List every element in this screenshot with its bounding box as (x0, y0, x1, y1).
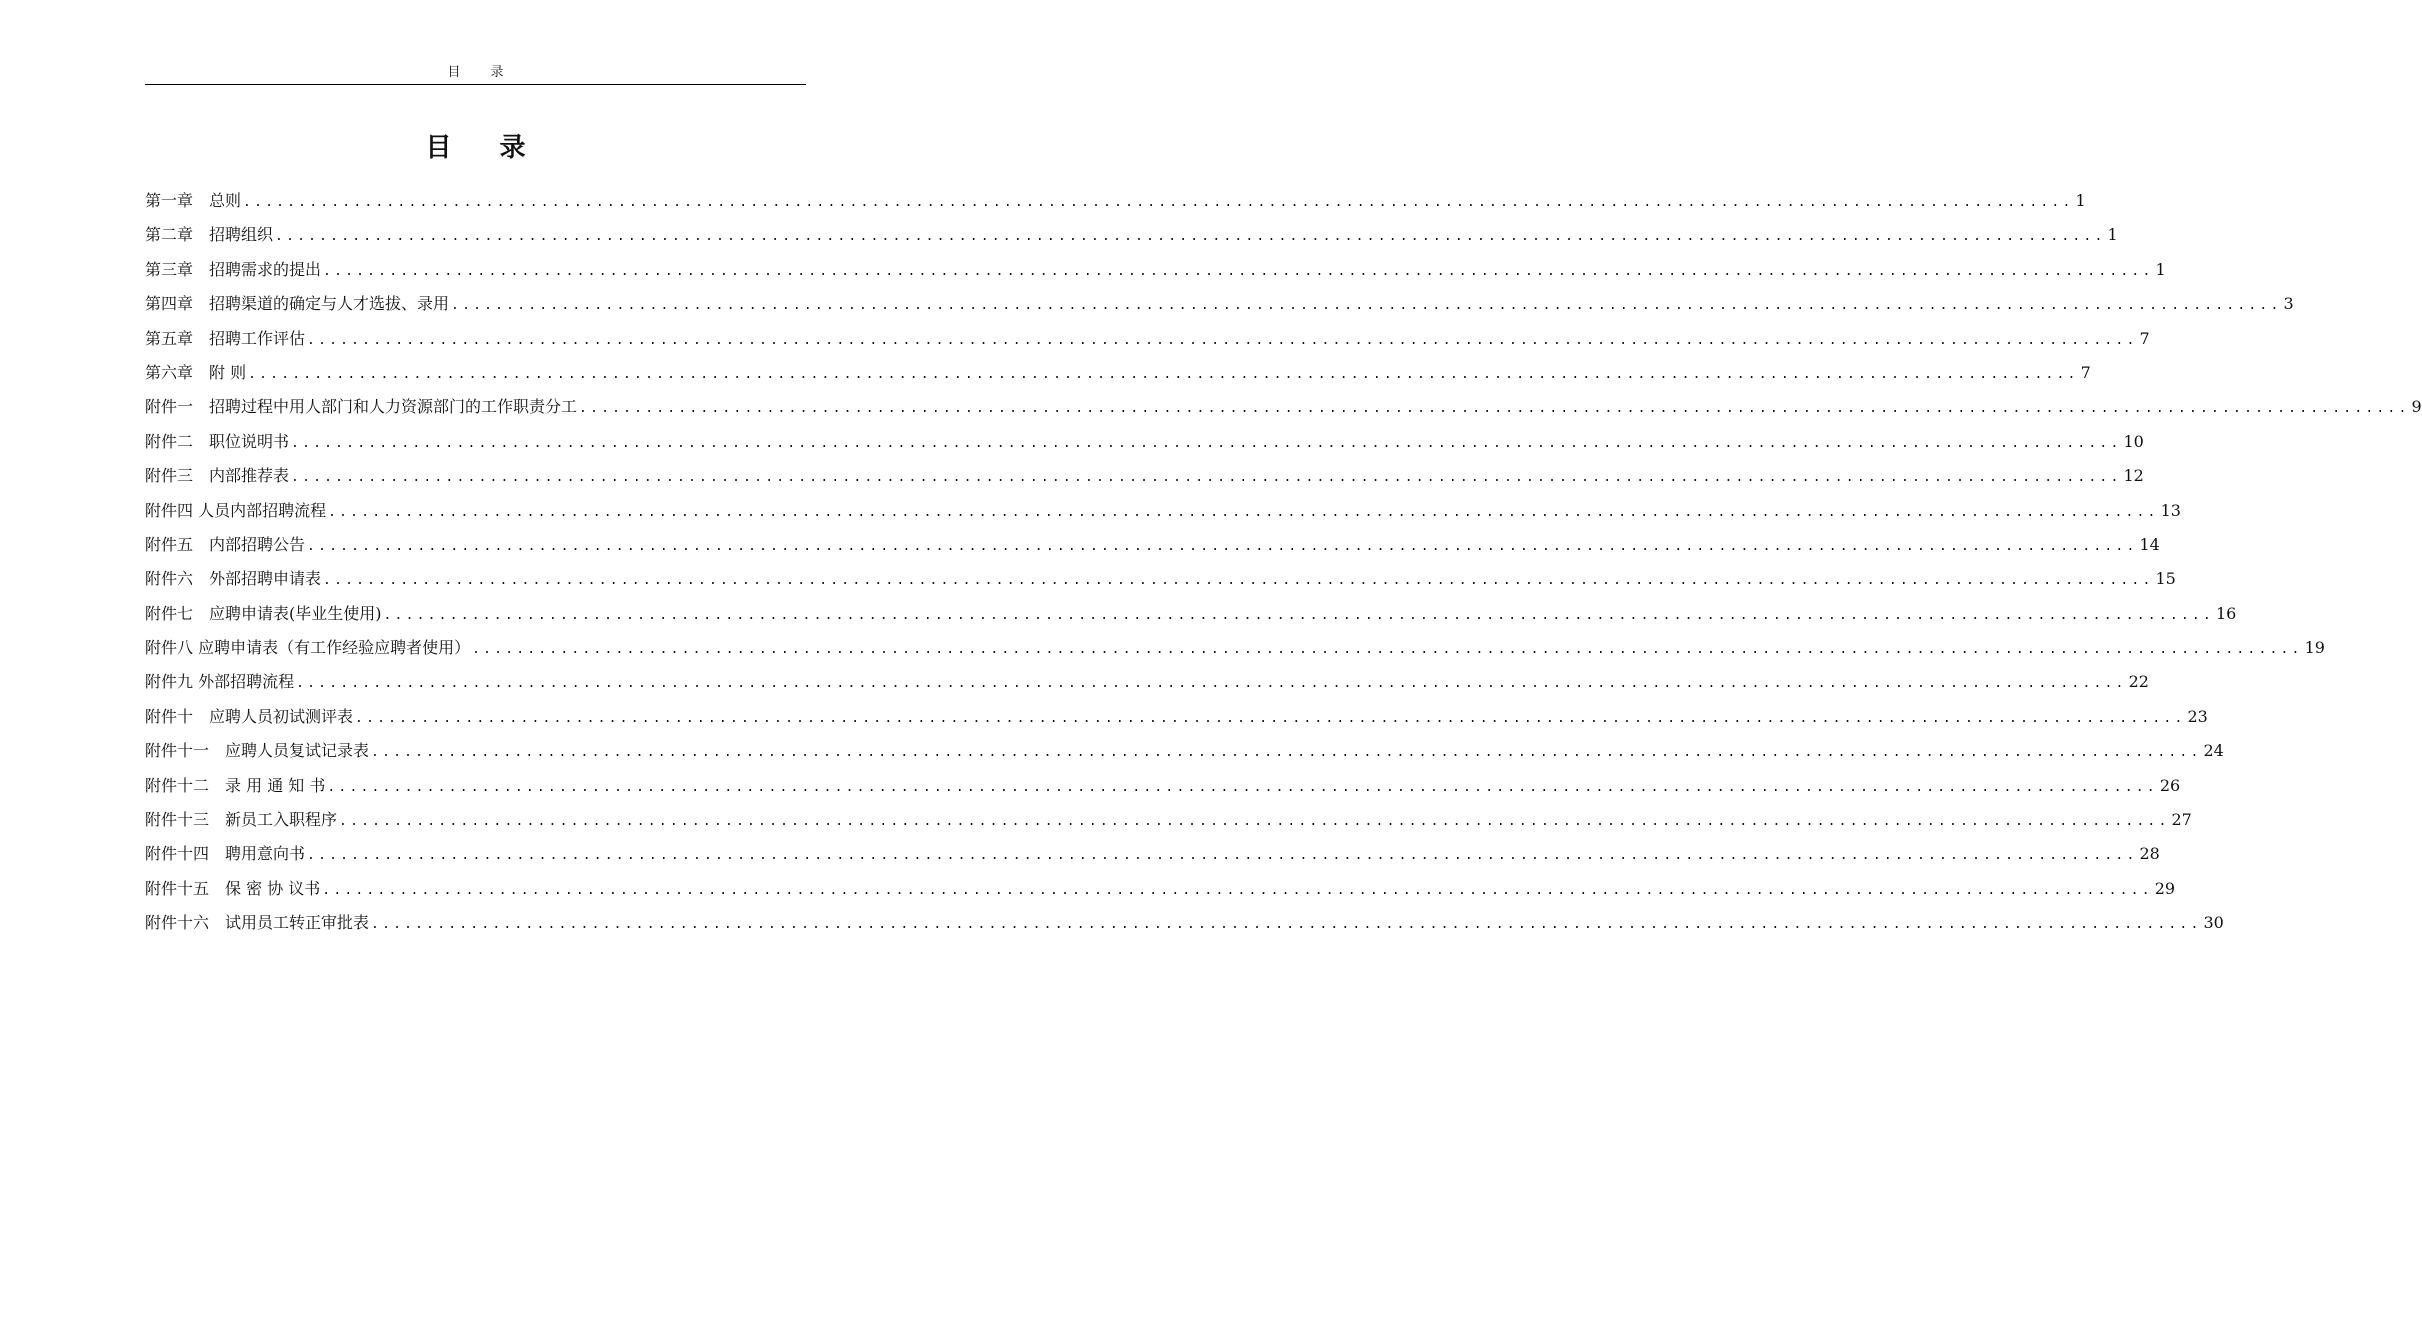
toc-dot-leader: ...................................................................................................................................................................... (339, 814, 2170, 830)
toc-entry-label: 附件九 (145, 672, 194, 692)
toc-entry-label: 附件三 (145, 466, 194, 486)
toc-entry-text: 附 则 (209, 362, 247, 382)
toc-entry-label: 第二章 (145, 225, 194, 245)
toc-entry-label: 第一章 (145, 191, 194, 210)
page-title (145, 128, 806, 168)
toc-dot-leader: ...................................................................................................................................................................... (291, 470, 2122, 486)
toc-entry[interactable] (145, 494, 2181, 528)
toc-entry-separator (209, 769, 225, 803)
toc-entry[interactable] (145, 390, 2422, 424)
toc-dot-leader: ...................................................................................................................................................................... (296, 676, 2127, 692)
toc-entry-text: 录 用 通 知 书 (225, 775, 326, 795)
toc-entry-separator (193, 356, 209, 390)
toc-entry-separator (193, 700, 209, 734)
toc-entry-page: 3 (2283, 294, 2294, 314)
toc-entry-separator (193, 562, 209, 596)
toc-dot-leader: ...................................................................................................................................................................... (307, 848, 2138, 864)
toc-dot-leader: ...................................................................................................................................................................... (327, 779, 2158, 795)
toc-entry[interactable] (145, 287, 2294, 321)
toc-dot-leader: ...................................................................................................................................................................... (291, 435, 2122, 451)
toc-dot-leader: ...................................................................................................................................................................... (472, 642, 2303, 658)
toc-entry-label: 附件十二 (145, 775, 210, 795)
toc-entry-separator (193, 425, 209, 459)
toc-entry-page: 19 (2304, 638, 2325, 658)
toc-dot-leader: ...................................................................................................................................................................... (275, 229, 2106, 245)
toc-entry[interactable] (145, 631, 2325, 665)
toc-entry-label: 附件一 (145, 397, 194, 417)
toc-entry[interactable] (145, 322, 2150, 356)
toc-entry-label: 第三章 (145, 259, 194, 279)
toc-dot-leader: ...................................................................................................................................................................... (323, 263, 2154, 279)
toc-entry-page: 26 (2159, 775, 2181, 795)
toc-entry-page: 16 (2215, 603, 2237, 623)
toc-entry-page: 1 (2155, 259, 2166, 279)
toc-entry[interactable] (145, 425, 2144, 459)
toc-entry-label: 附件四 (145, 500, 194, 520)
toc-entry[interactable] (145, 769, 2181, 803)
toc-dot-leader: ...................................................................................................................................................................... (579, 401, 2410, 417)
toc-entry[interactable] (145, 597, 2237, 631)
toc-entry-text: 招聘组织 (209, 225, 274, 245)
toc-dot-leader: ...................................................................................................................................................................... (248, 366, 2079, 382)
toc-entry[interactable] (145, 665, 2149, 699)
toc-entry-label: 附件六 (145, 569, 194, 589)
toc-entry-text: 试用员工转正审批表 (225, 913, 370, 933)
toc-entry-page: 7 (2080, 362, 2091, 382)
toc-entry-text: 聘用意向书 (225, 844, 306, 864)
toc-entry-separator (193, 184, 209, 218)
toc-entry-text: 招聘工作评估 (209, 328, 306, 348)
running-header (145, 62, 806, 85)
toc-dot-leader: ...................................................................................................................................................................... (322, 882, 2153, 898)
toc-entry-text: 内部推荐表 (209, 466, 290, 486)
toc-entry[interactable] (145, 253, 2166, 287)
toc-entry[interactable] (145, 906, 2224, 940)
toc-entry-label: 附件二 (145, 431, 194, 451)
toc-entry-separator (209, 734, 225, 768)
toc-entry-page: 24 (2203, 741, 2224, 761)
toc-dot-leader: ...................................................................................................................................................................... (307, 332, 2138, 348)
toc-entry-text: 招聘需求的提出 (209, 259, 322, 279)
toc-entry[interactable] (145, 803, 2192, 837)
toc-entry-label: 附件十三 (145, 810, 210, 830)
toc-entry-separator (209, 872, 225, 906)
toc-entry-separator (193, 597, 209, 631)
toc-dot-leader: ...................................................................................................................................................................... (371, 745, 2202, 761)
toc-entry-page: 1 (2075, 191, 2086, 210)
toc-entry-label: 附件十 (145, 706, 194, 726)
toc-entry-separator (209, 803, 225, 837)
toc-entry-page: 23 (2187, 706, 2208, 726)
toc-entry-page: 7 (2139, 328, 2150, 348)
toc-entry-text: 应聘申请表（有工作经验应聘者使用） (198, 638, 471, 658)
toc-entry-label: 附件十五 (145, 878, 210, 898)
toc-entry-label: 第六章 (145, 362, 194, 382)
toc-entry-text: 应聘申请表(毕业生使用) (209, 603, 382, 623)
toc-entry-text: 外部招聘流程 (198, 672, 295, 692)
toc-entry-text: 总则 (209, 191, 242, 210)
toc-dot-leader: ...................................................................................................................................................................... (451, 298, 2282, 314)
page-title-text: 目录 (425, 133, 574, 163)
toc-entry-separator (193, 390, 209, 424)
toc-entry-text: 应聘人员复试记录表 (225, 741, 370, 761)
toc-entry-label: 附件七 (145, 603, 194, 623)
running-header-title: 目录 (447, 65, 534, 80)
toc-entry[interactable] (145, 700, 2208, 734)
toc-entry-text: 保 密 协 议书 (225, 878, 321, 898)
toc-dot-leader: ...................................................................................................................................................................... (307, 538, 2138, 554)
toc-dot-leader: ...................................................................................................................................................................... (383, 607, 2214, 623)
toc-entry-text: 招聘渠道的确定与人才选拔、录用 (209, 294, 450, 314)
toc-entry-page: 29 (2154, 878, 2176, 898)
toc-entry-label: 附件十六 (145, 913, 210, 933)
toc-entry-separator (193, 218, 209, 252)
toc-dot-leader: ...................................................................................................................................................................... (371, 917, 2202, 933)
toc-entry-page: 22 (2128, 672, 2149, 692)
toc-entry-separator (209, 906, 225, 940)
toc-entry-page: 27 (2171, 810, 2192, 830)
toc-entry[interactable] (145, 837, 2160, 871)
toc-entry[interactable] (145, 356, 2091, 390)
toc-entry[interactable] (145, 734, 2224, 768)
toc-entry-page: 15 (2155, 569, 2176, 589)
toc-dot-leader: ...................................................................................................................................................................... (328, 504, 2159, 520)
toc-entry-separator (193, 287, 209, 321)
toc-entry-label: 附件八 (145, 638, 194, 658)
toc-entry-text: 招聘过程中用人部门和人力资源部门的工作职责分工 (209, 397, 578, 417)
toc-entry-separator (193, 253, 209, 287)
toc-entry-label: 附件五 (145, 534, 194, 554)
toc-entry-page: 13 (2160, 500, 2181, 520)
toc-entry-page: 14 (2139, 534, 2160, 554)
toc-entry[interactable] (145, 218, 2118, 252)
toc-entry-page: 12 (2123, 466, 2144, 486)
toc-entry-separator (193, 528, 209, 562)
toc-entry[interactable] (145, 459, 2144, 493)
toc-entry-label: 第五章 (145, 328, 194, 348)
toc-entry-separator (209, 837, 225, 871)
toc-dot-leader: ...................................................................................................................................................................... (355, 710, 2186, 726)
toc-entry-text: 应聘人员初试测评表 (209, 706, 354, 726)
toc-entry-text: 内部招聘公告 (209, 534, 306, 554)
toc-entry-label: 附件十四 (145, 844, 210, 864)
toc-entry[interactable] (145, 528, 2160, 562)
toc-entry-page: 10 (2123, 431, 2144, 451)
toc-entry-text: 职位说明书 (209, 431, 290, 451)
toc-entry-page: 1 (2107, 225, 2118, 245)
toc-entry-text: 人员内部招聘流程 (198, 500, 327, 520)
toc-entry-page: 30 (2203, 913, 2224, 933)
toc-entry[interactable] (145, 562, 2176, 596)
toc-dot-leader: ...................................................................................................................................................................... (243, 195, 2074, 210)
toc-entry-label: 附件十一 (145, 741, 210, 761)
toc-entry-label: 第四章 (145, 294, 194, 314)
toc-entry-separator (193, 322, 209, 356)
toc-dot-leader: ...................................................................................................................................................................... (323, 573, 2154, 589)
toc-entry-page: 9 (2411, 397, 2422, 417)
toc-entry[interactable] (145, 872, 2176, 906)
toc-entry-page: 28 (2139, 844, 2160, 864)
toc-list (145, 184, 2422, 941)
toc-entry-text: 新员工入职程序 (225, 810, 338, 830)
toc-entry[interactable] (145, 184, 2086, 218)
toc-entry-separator (193, 459, 209, 493)
toc-entry-text: 外部招聘申请表 (209, 569, 322, 589)
